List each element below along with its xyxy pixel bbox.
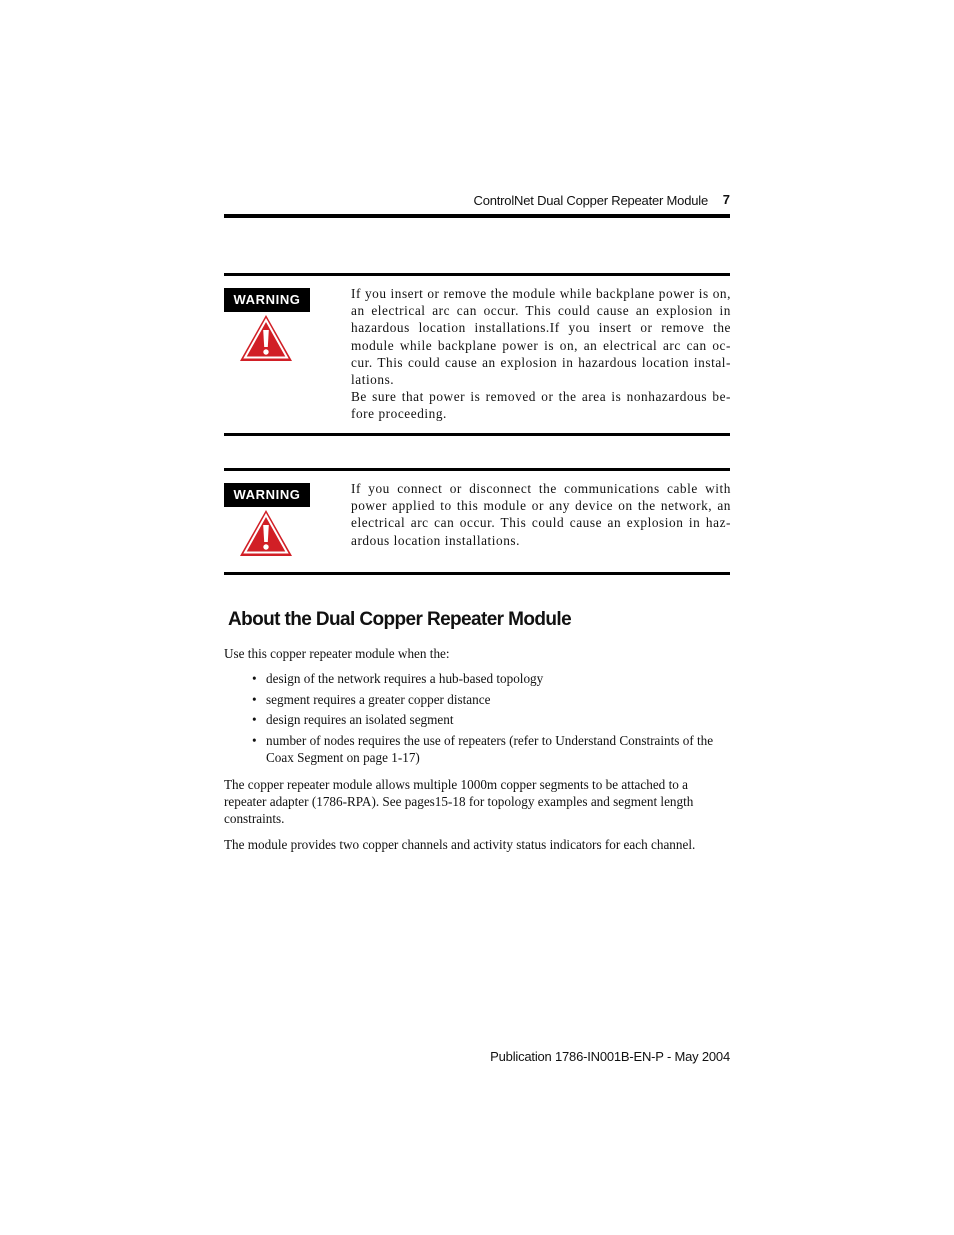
body-paragraph-1 — [224, 776, 730, 827]
warning-top-rule — [224, 468, 730, 471]
list-item — [252, 691, 730, 708]
list-item-text: number of nodes requires the use of repeaters (refer to Understand Constraints of the Coax Segment on page 1-17) — [266, 732, 714, 765]
list-item — [252, 670, 730, 687]
warning-paragraph: If you connect or disconnect the communications cable with power applied to this module or any device on the network, an electrical arc can occur. This could cause an explosion in haz-ardous location installations. — [351, 481, 731, 548]
warning-top-rule — [224, 273, 730, 276]
page-number: 7 — [722, 192, 730, 207]
header-rule — [224, 214, 730, 218]
intro-text — [224, 645, 730, 662]
warning-block-1 — [224, 273, 730, 438]
paragraph: The module provides two copper channels and activity status indicators for each channel. — [224, 837, 696, 852]
warning-triangle-icon — [238, 313, 294, 363]
warning-paragraph: Be sure that power is removed or the area is nonhazardous be-fore proceeding. — [351, 389, 731, 422]
warning-text — [351, 480, 731, 549]
body-paragraph-2 — [224, 836, 730, 853]
usage-bullet-list — [252, 670, 730, 769]
warning-paragraph: If you insert or remove the module while backplane power is on, an electrical arc can occur. This could cause an explosion in hazardous location installations.If you insert or remove the module while backplane power is on, an electrical arc can oc-cur. This could cause an explosion in hazardous location instal-lations. — [351, 286, 731, 388]
intro-paragraph: Use this copper repeater module when the: — [224, 646, 450, 661]
warning-bottom-rule — [224, 572, 730, 575]
warning-label: WARNING — [224, 483, 310, 507]
section-title: About the Dual Copper Repeater Module — [228, 609, 572, 630]
paragraph: The copper repeater module allows multiple 1000m copper segments to be attached to a repeater adapter (1786-RPA). See pages15-18 for topology examples and segment length constraints. — [224, 777, 694, 826]
list-item-text: segment requires a greater copper distance — [266, 691, 491, 707]
header-title: ControlNet Dual Copper Repeater Module — [473, 193, 708, 208]
warning-bottom-rule — [224, 433, 730, 436]
bullet-icon: • — [252, 671, 257, 686]
warning-text — [351, 285, 731, 423]
bullet-icon: • — [252, 712, 257, 727]
list-item — [252, 711, 730, 728]
publication-footer: Publication 1786-IN001B-EN-P - May 2004 — [490, 1049, 730, 1064]
list-item — [252, 732, 730, 766]
list-item-text: design of the network requires a hub-based topology — [266, 671, 544, 686]
bullet-icon: • — [252, 732, 257, 748]
warning-label: WARNING — [224, 288, 310, 312]
list-item-text: design requires an isolated segment — [266, 712, 454, 727]
warning-triangle-icon — [238, 508, 294, 558]
bullet-icon: • — [252, 691, 257, 707]
warning-block-2 — [224, 468, 730, 578]
page-header — [224, 191, 730, 211]
